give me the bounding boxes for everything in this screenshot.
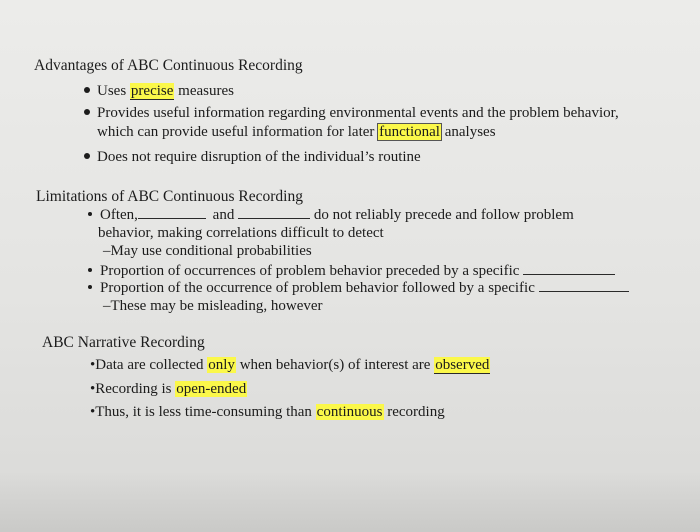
narrative-line-1 <box>90 357 490 374</box>
advantages-b1-before: Uses <box>97 83 130 99</box>
limitations-line-1 <box>88 206 574 224</box>
bullet-icon <box>84 87 90 93</box>
bullet-icon <box>88 268 92 272</box>
advantages-bullet-3 <box>84 149 421 166</box>
advantages-bullet-2-line-1 <box>84 105 619 122</box>
limitations-l5: Proportion of the occurrence of problem behavior followed by a specific <box>100 280 535 296</box>
highlight-continuous: continuous <box>316 404 383 420</box>
advantages-heading: Advantages of ABC Continuous Recording <box>34 57 303 74</box>
highlight-observed: observed <box>435 357 490 373</box>
advantages-b2-line2-before: which can provide useful information for later <box>97 124 379 140</box>
limitations-l1-c: do not reliably precede and follow problem <box>313 207 574 223</box>
fill-in-blank-1 <box>138 206 206 219</box>
limitations-l1-b: and <box>212 207 235 223</box>
narrative-heading: ABC Narrative Recording <box>42 334 205 351</box>
highlight-precise: precise <box>130 83 174 99</box>
fill-in-blank-4 <box>539 279 629 292</box>
advantages-b1-after: measures <box>174 83 234 99</box>
limitations-l1-a: Often, <box>100 207 138 223</box>
narrative-n1-a: •Data are collected <box>90 357 208 373</box>
limitations-line-3: –May use conditional probabilities <box>103 243 312 259</box>
bullet-icon <box>84 109 90 115</box>
bullet-icon <box>88 285 92 289</box>
advantages-bullet-2-line-2 <box>97 124 496 141</box>
advantages-b2-line1: Provides useful information regarding environmental events and the problem behavior, <box>97 105 619 121</box>
advantages-bullet-1 <box>84 83 234 100</box>
narrative-n2-a: •Recording is <box>90 381 176 397</box>
limitations-line-4 <box>88 262 615 280</box>
limitations-line-6: –These may be misleading, however <box>103 298 323 314</box>
narrative-line-2 <box>90 381 247 398</box>
limitations-line-2: behavior, making correlations difficult to detect <box>98 225 384 241</box>
narrative-n1-b: when behavior(s) of interest are <box>235 357 435 373</box>
narrative-line-3 <box>90 404 445 421</box>
highlight-only: only <box>208 357 235 373</box>
advantages-b3: Does not require disruption of the individual’s routine <box>97 149 421 165</box>
highlight-open-ended: open-ended <box>176 381 247 397</box>
narrative-n3-a: •Thus, it is less time-consuming than <box>90 404 316 420</box>
fill-in-blank-3 <box>523 262 615 275</box>
limitations-l4: Proportion of occurrences of problem behavior preceded by a specific <box>100 263 520 279</box>
fill-in-blank-2 <box>238 206 310 219</box>
bullet-icon <box>84 153 90 159</box>
advantages-b2-line2-after: analyses <box>440 124 496 140</box>
narrative-n3-b: recording <box>383 404 445 420</box>
highlight-functional: functional <box>379 124 440 140</box>
bullet-icon <box>88 212 92 216</box>
paper-shadow <box>0 472 700 532</box>
limitations-heading: Limitations of ABC Continuous Recording <box>36 188 303 205</box>
limitations-line-5 <box>88 279 629 297</box>
